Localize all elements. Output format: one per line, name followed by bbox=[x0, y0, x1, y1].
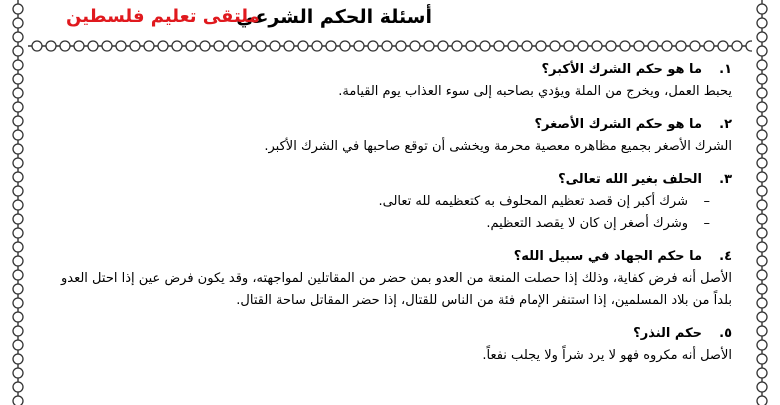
chain-link-icon bbox=[298, 41, 308, 51]
chain-link-icon bbox=[284, 41, 294, 51]
chain-link-icon bbox=[757, 214, 767, 224]
chain-link-icon bbox=[340, 41, 350, 51]
question-text: ما حكم الجهاد في سبيل الله؟ bbox=[513, 249, 702, 264]
page-header bbox=[28, 0, 752, 36]
chain-link-icon bbox=[13, 4, 23, 14]
chain-link-icon bbox=[13, 396, 23, 405]
chain-link-icon bbox=[757, 200, 767, 210]
chain-link-icon bbox=[757, 270, 767, 280]
chain-link-icon bbox=[757, 298, 767, 308]
chain-link-icon bbox=[704, 41, 714, 51]
chain-link-icon bbox=[452, 41, 462, 51]
question-item bbox=[48, 170, 732, 234]
chain-link-icon bbox=[410, 41, 420, 51]
chain-link-icon bbox=[382, 41, 392, 51]
chain-link-icon bbox=[676, 41, 686, 51]
question-text: ما هو حكم الشرك الأصغر؟ bbox=[534, 117, 702, 132]
question-item bbox=[48, 60, 732, 102]
chain-link-icon bbox=[757, 228, 767, 238]
chain-link-icon bbox=[757, 32, 767, 42]
chain-link-icon bbox=[494, 41, 504, 51]
chain-link-icon bbox=[424, 41, 434, 51]
chain-link-icon bbox=[13, 172, 23, 182]
chain-link-icon bbox=[757, 88, 767, 98]
chain-link-icon bbox=[508, 41, 518, 51]
chain-link-icon bbox=[270, 41, 280, 51]
chain-link-icon bbox=[438, 41, 448, 51]
question-number: ٢. bbox=[719, 117, 732, 132]
bullet-dash-icon: – bbox=[703, 216, 710, 231]
chain-link-icon bbox=[578, 41, 588, 51]
question-text: الحلف بغير الله تعالى؟ bbox=[558, 172, 702, 187]
chain-link-icon bbox=[620, 41, 630, 51]
chain-link-icon bbox=[13, 340, 23, 350]
chain-link-icon bbox=[158, 41, 168, 51]
chain-link-icon bbox=[13, 354, 23, 364]
chain-link-icon bbox=[757, 340, 767, 350]
chain-link-icon bbox=[757, 144, 767, 154]
chain-link-icon bbox=[326, 41, 336, 51]
chain-link-icon bbox=[13, 130, 23, 140]
decorative-border-right bbox=[752, 0, 772, 405]
decorative-border-top bbox=[28, 36, 752, 56]
chain-link-icon bbox=[13, 102, 23, 112]
question-item bbox=[48, 115, 732, 157]
chain-link-icon bbox=[32, 41, 42, 51]
chain-link-icon bbox=[228, 41, 238, 51]
chain-link-icon bbox=[354, 41, 364, 51]
chain-link-icon bbox=[746, 41, 752, 51]
chain-link-icon bbox=[757, 116, 767, 126]
chain-link-icon bbox=[757, 382, 767, 392]
chain-link-icon bbox=[757, 284, 767, 294]
chain-link-icon bbox=[13, 46, 23, 56]
answer-text: الشرك الأصغر بجميع مظاهره معصية محرمة ويخشى أن توقع صاحبها في الشرك الأكبر. bbox=[264, 139, 732, 154]
chain-link-icon bbox=[757, 256, 767, 266]
chain-link-icon bbox=[732, 41, 742, 51]
chain-link-icon bbox=[757, 312, 767, 322]
answer-text: الأصل أنه مكروه فهو لا يرد شراً ولا يجلب نفعاً. bbox=[482, 348, 732, 363]
chain-link-icon bbox=[466, 41, 476, 51]
chain-link-icon bbox=[536, 41, 546, 51]
page-title: أسئلة الحكم الشرعي bbox=[236, 6, 432, 28]
question-text: حكم النذر؟ bbox=[633, 326, 702, 341]
chain-link-icon bbox=[13, 312, 23, 322]
chain-link-icon bbox=[757, 186, 767, 196]
chain-link-icon bbox=[757, 368, 767, 378]
chain-link-icon bbox=[46, 41, 56, 51]
question-text: ما هو حكم الشرك الأكبر؟ bbox=[541, 62, 702, 77]
chain-link-icon bbox=[13, 368, 23, 378]
chain-link-icon bbox=[13, 228, 23, 238]
chain-link-icon bbox=[13, 326, 23, 336]
answer-text: الأصل أنه فرض كفاية، وذلك إذا حصلت المنعة من العدو بمن حضر من المقاتلين لمواجهته، وقد يكون فرض عين إذا احتل العدو bbox=[60, 271, 732, 286]
question-number: ٤. bbox=[719, 249, 732, 264]
chain-link-icon bbox=[256, 41, 266, 51]
chain-link-icon bbox=[172, 41, 182, 51]
chain-link-icon bbox=[102, 41, 112, 51]
answer-bullet: – وشرك أصغر إن كان لا يقصد التعظيم. bbox=[48, 214, 732, 234]
chain-link-icon bbox=[13, 158, 23, 168]
chain-link-icon bbox=[74, 41, 84, 51]
chain-link-icon bbox=[757, 172, 767, 182]
chain-link-icon bbox=[200, 41, 210, 51]
chain-link-icon bbox=[312, 41, 322, 51]
chain-link-icon bbox=[13, 200, 23, 210]
question-number: ٣. bbox=[719, 172, 732, 187]
chain-link-icon bbox=[634, 41, 644, 51]
chain-link-icon bbox=[13, 74, 23, 84]
chain-link-icon bbox=[648, 41, 658, 51]
chain-link-icon bbox=[564, 41, 574, 51]
chain-link-icon bbox=[757, 326, 767, 336]
chain-link-icon bbox=[13, 88, 23, 98]
chain-link-icon bbox=[757, 130, 767, 140]
chain-link-icon bbox=[606, 41, 616, 51]
chain-link-icon bbox=[13, 242, 23, 252]
answer-text: يحبط العمل، ويخرج من الملة ويؤدي بصاحبه إلى سوء العذاب يوم القيامة. bbox=[338, 84, 732, 99]
chain-link-icon bbox=[662, 41, 672, 51]
chain-link-icon bbox=[13, 32, 23, 42]
chain-link-icon bbox=[718, 41, 728, 51]
chain-link-icon bbox=[13, 284, 23, 294]
chain-link-icon bbox=[690, 41, 700, 51]
chain-link-icon bbox=[13, 18, 23, 28]
chain-link-icon bbox=[13, 298, 23, 308]
chain-link-icon bbox=[13, 256, 23, 266]
chain-link-icon bbox=[757, 242, 767, 252]
chain-link-icon bbox=[13, 186, 23, 196]
question-item bbox=[48, 324, 732, 366]
chain-link-icon bbox=[757, 102, 767, 112]
chain-link-icon bbox=[757, 46, 767, 56]
chain-link-icon bbox=[60, 41, 70, 51]
chain-link-icon bbox=[13, 270, 23, 280]
chain-link-icon bbox=[368, 41, 378, 51]
chain-link-icon bbox=[13, 144, 23, 154]
chain-link-icon bbox=[186, 41, 196, 51]
chain-link-icon bbox=[396, 41, 406, 51]
brand-name: ملتقى تعليم فلسطين bbox=[66, 6, 260, 27]
chain-link-icon bbox=[144, 41, 154, 51]
chain-link-icon bbox=[88, 41, 98, 51]
question-number: ١. bbox=[719, 62, 732, 77]
answer-text: بلداً من بلاد المسلمين، إذا استنفر الإمام فئة من الناس للقتال، إذا حضر المقاتل ساحة القتال. bbox=[236, 293, 732, 308]
chain-link-icon bbox=[550, 41, 560, 51]
chain-link-icon bbox=[757, 158, 767, 168]
chain-link-icon bbox=[13, 116, 23, 126]
chain-link-icon bbox=[757, 60, 767, 70]
answer-bullet: – شرك أكبر إن قصد تعظيم المحلوف به كتعظيمه لله تعالى. bbox=[48, 192, 732, 212]
chain-link-icon bbox=[214, 41, 224, 51]
chain-link-icon bbox=[592, 41, 602, 51]
question-number: ٥. bbox=[719, 326, 732, 341]
chain-link-icon bbox=[757, 18, 767, 28]
chain-link-icon bbox=[116, 41, 126, 51]
chain-link-icon bbox=[522, 41, 532, 51]
chain-link-icon bbox=[480, 41, 490, 51]
chain-link-icon bbox=[757, 354, 767, 364]
chain-link-icon bbox=[242, 41, 252, 51]
bullet-dash-icon: – bbox=[703, 194, 710, 209]
decorative-border-left bbox=[8, 0, 28, 405]
chain-link-icon bbox=[13, 382, 23, 392]
chain-link-icon bbox=[757, 396, 767, 405]
chain-link-icon bbox=[130, 41, 140, 51]
question-item bbox=[48, 247, 732, 311]
chain-link-icon bbox=[13, 214, 23, 224]
chain-link-icon bbox=[757, 4, 767, 14]
chain-link-icon bbox=[757, 74, 767, 84]
chain-link-icon bbox=[13, 60, 23, 70]
question-list bbox=[48, 60, 732, 366]
